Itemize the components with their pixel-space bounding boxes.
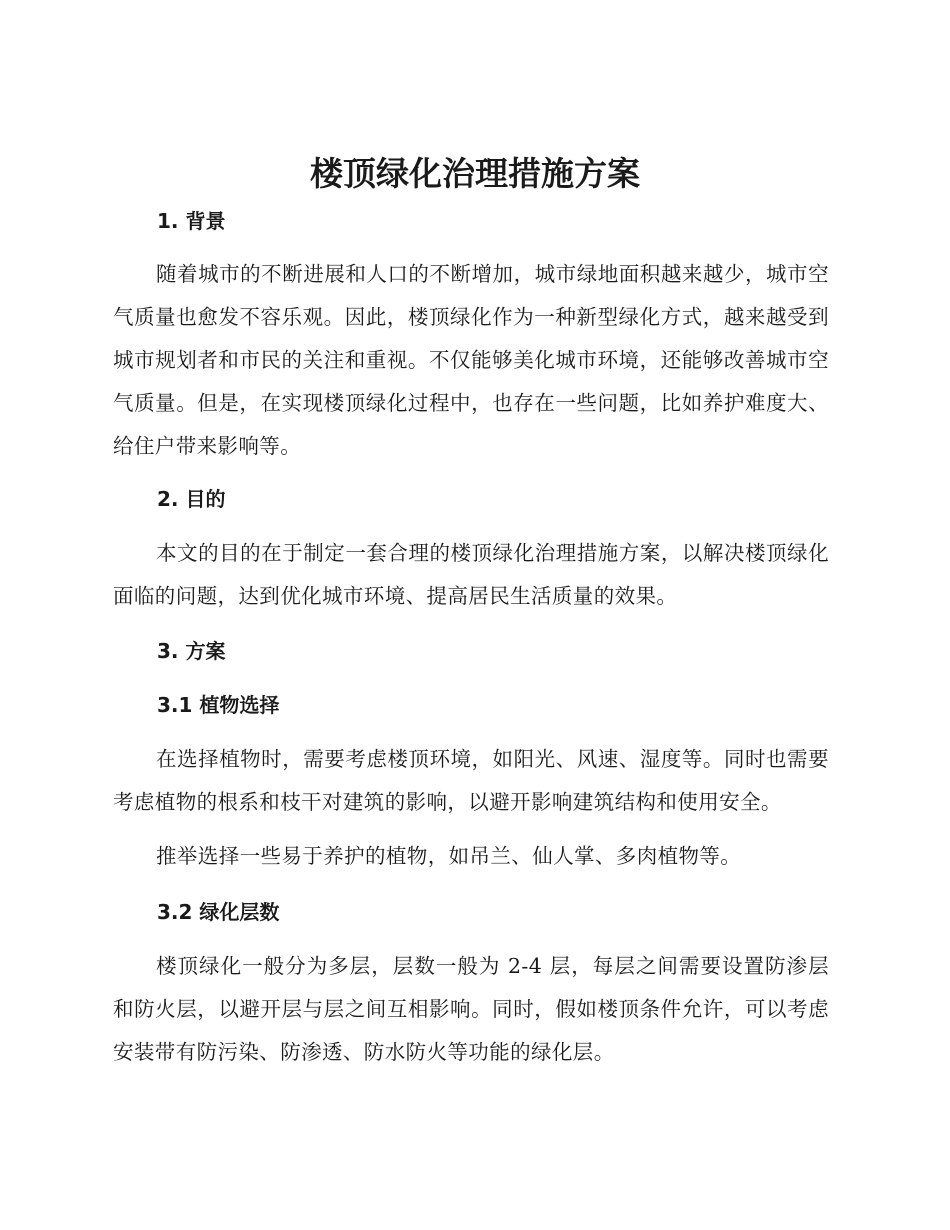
document-title: 楼顶绿化治理措施方案 xyxy=(310,154,640,193)
paragraph-plant-selection-2: 推举选择一些易于养护的植物，如吊兰、仙人掌、多肉植物等。 xyxy=(156,844,742,868)
section-heading-background: 1. 背景 xyxy=(157,209,226,233)
section-heading-green-layers: 3.2 绿化层数 xyxy=(157,900,280,924)
paragraph-purpose: 本文的目的在于制定一套合理的楼顶绿化治理措施方案，以解决楼顶绿化面临的问题，达到优化城市环境、提高居民生活质量的效果。 xyxy=(113,541,829,608)
paragraph-green-layers: 楼顶绿化一般分为多层，层数一般为 2-4 层，每层之间需要设置防渗层和防火层，以避开层与层之间互相影响。同时，假如楼顶条件允许，可以考虑安装带有防污染、防渗透、防水防火等功能的绿化层。 xyxy=(113,954,829,1064)
section-heading-purpose: 2. 目的 xyxy=(157,487,226,511)
section-heading-plan: 3. 方案 xyxy=(157,639,226,663)
section-heading-plant-selection: 3.1 植物选择 xyxy=(157,693,280,717)
paragraph-plant-selection-1: 在选择植物时，需要考虑楼顶环境，如阳光、风速、湿度等。同时也需要考虑植物的根系和枝干对建筑的影响，以避开影响建筑结构和使用安全。 xyxy=(113,747,829,814)
paragraph-background: 随着城市的不断进展和人口的不断增加，城市绿地面积越来越少，城市空气质量也愈发不容乐观。因此，楼顶绿化作为一种新型绿化方式，越来越受到城市规划者和市民的关注和重视。不仅能够美化城市环境，还能够改善城市空气质量。但是，在实现楼顶绿化过程中，也存在一些问题，比如养护难度大、给住户带来影响等。 xyxy=(113,262,829,458)
